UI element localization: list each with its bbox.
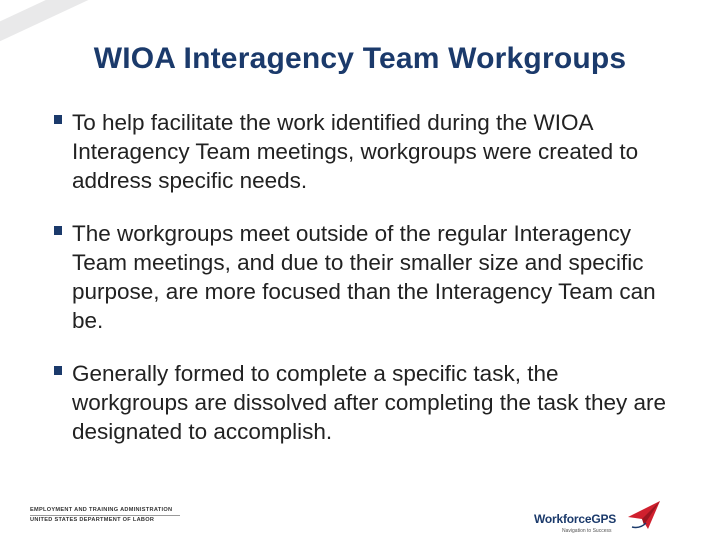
slide-title: WIOA Interagency Team Workgroups xyxy=(93,42,627,75)
bullet-item xyxy=(54,108,674,195)
bullet-item xyxy=(54,219,674,335)
agency-divider xyxy=(30,515,180,516)
bullet-item xyxy=(54,359,674,446)
square-bullet-icon xyxy=(54,226,62,235)
bullet-text: Generally formed to complete a specific task, the workgroups are dissolved after completing the task they are designated to accomplish. xyxy=(72,361,667,444)
bullet-text: To help facilitate the work identified during the WIOA Interagency Team meetings, workgroups were created to address specific needs. xyxy=(72,110,639,193)
bullet-list xyxy=(54,108,674,470)
paper-plane-logo-icon xyxy=(624,499,664,533)
square-bullet-icon xyxy=(54,115,62,124)
agency-footer xyxy=(30,507,190,525)
square-bullet-icon xyxy=(54,366,62,375)
workforcegps-logo xyxy=(532,497,692,535)
logo-text: WorkforceGPS xyxy=(534,512,617,526)
bullet-text: The workgroups meet outside of the regular Interagency Team meetings, and due to their smaller size and specific purpose, are more focused than the Interagency Team can be. xyxy=(72,221,656,333)
department-name: UNITED STATES DEPARTMENT OF LABOR xyxy=(30,517,155,523)
logo-tagline: Navigation to Success xyxy=(562,528,612,534)
agency-name: EMPLOYMENT AND TRAINING ADMINISTRATION xyxy=(30,507,173,513)
